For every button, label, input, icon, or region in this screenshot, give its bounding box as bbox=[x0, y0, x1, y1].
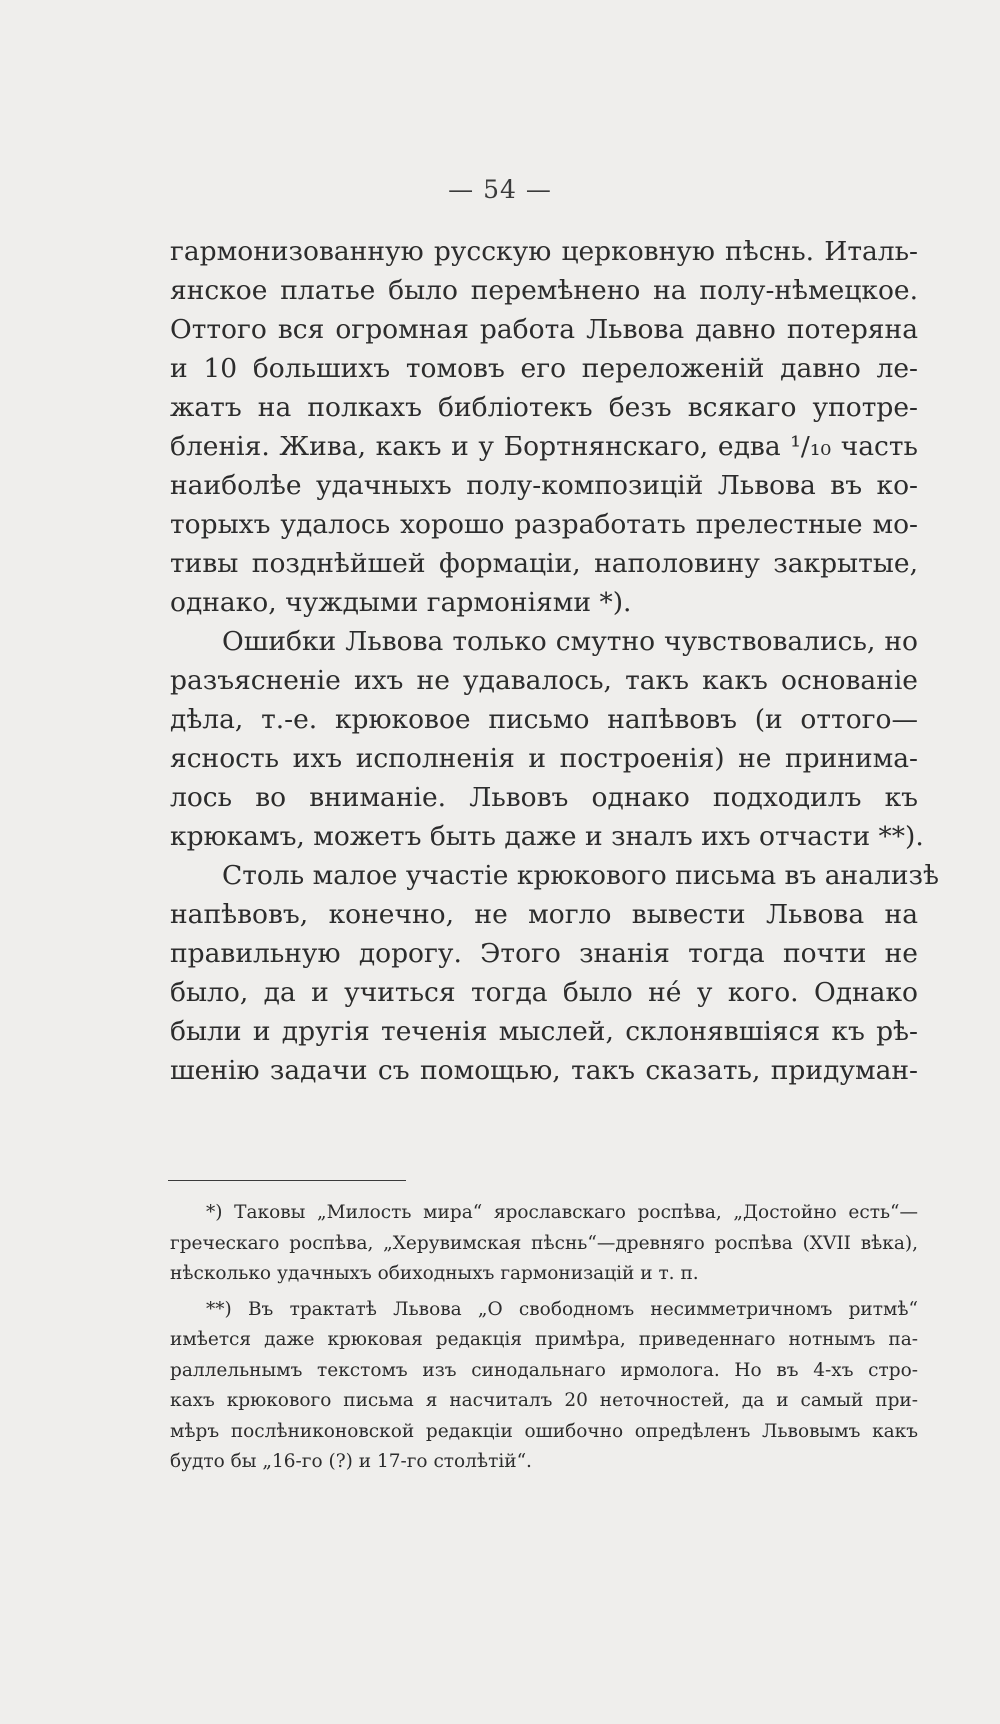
footnote-line: нѣсколько удачныхъ обиходныхъ гармонизацій и т. п. bbox=[170, 1263, 699, 1284]
text-line: ясность ихъ исполненія и построенія) не принима- bbox=[170, 743, 918, 774]
paragraph-3 bbox=[170, 856, 939, 1090]
text-line: крюкамъ, можетъ быть даже и зналъ ихъ отчасти **). bbox=[170, 821, 924, 852]
footnotes bbox=[170, 1198, 918, 1478]
main-text bbox=[170, 232, 939, 1090]
text-line: жатъ на полкахъ библіотекъ безъ всякаго употре- bbox=[170, 392, 918, 423]
text-line: разъясненіе ихъ не удавалось, такъ какъ основаніе bbox=[170, 665, 918, 696]
footnote-line: кахъ крюкового письма я насчиталъ 20 неточностей, да и самый при- bbox=[170, 1390, 918, 1411]
text-line: было, да и учиться тогда было не́ у кого. Однако bbox=[170, 977, 918, 1008]
text-line: бленія. Жива, какъ и у Бортнянскаго, едва ¹/₁₀ часть bbox=[170, 431, 918, 462]
text-line: шенію задачи съ помощью, такъ сказать, придуман- bbox=[170, 1055, 918, 1086]
text-line: лось во вниманіе. Львовъ однако подходилъ къ bbox=[170, 782, 918, 813]
paragraph-2 bbox=[170, 622, 924, 856]
text-line: напѣвовъ, конечно, не могло вывести Львова на bbox=[170, 899, 918, 930]
text-line: были и другія теченія мыслей, склонявшіяся къ рѣ- bbox=[170, 1016, 918, 1047]
footnote-2 bbox=[170, 1295, 918, 1478]
page-number: — 54 — bbox=[448, 175, 552, 204]
text-line: и 10 большихъ томовъ его переложеній давно ле- bbox=[170, 353, 918, 384]
text-line: наиболѣе удачныхъ полу-композицій Львова въ ко- bbox=[170, 470, 918, 501]
footnote-line: греческаго роспѣва, „Херувимская пѣснь“—древняго роспѣва (XVII вѣка), bbox=[170, 1232, 918, 1254]
text-line: гармонизованную русскую церковную пѣснь. Италь- bbox=[170, 236, 918, 267]
footnote-line: *) Таковы „Милость мира“ ярославскаго роспѣва, „Достойно есть“— bbox=[206, 1202, 918, 1223]
text-line: однако, чуждыми гармоніями *). bbox=[170, 587, 632, 618]
text-line: тивы позднѣйшей формаціи, наполовину закрытые, bbox=[170, 548, 918, 579]
footnote-line: будто бы „16-го (?) и 17-го столѣтій“. bbox=[170, 1451, 532, 1472]
text-line: Столь малое участіе крюкового письма въ анализѣ bbox=[222, 860, 939, 891]
text-line: Ошибки Львова только смутно чувствовались, но bbox=[222, 626, 918, 657]
footnote-line: мѣръ послѣниконовской редакціи ошибочно опредѣленъ Львовымъ какъ bbox=[170, 1420, 918, 1442]
footnote-1 bbox=[170, 1198, 918, 1290]
footnote-line: имѣется даже крюковая редакція примѣра, приведеннаго нотнымъ па- bbox=[170, 1329, 918, 1350]
footnote-separator bbox=[168, 1180, 406, 1181]
paragraph-1 bbox=[170, 232, 918, 622]
footnote-line: раллельнымъ текстомъ изъ синодальнаго ирмолога. Но въ 4-хъ стро- bbox=[170, 1359, 918, 1381]
footnote-line: **) Въ трактатѣ Львова „О свободномъ несимметричномъ ритмѣ“ bbox=[206, 1298, 918, 1320]
text-line: дѣла, т.-е. крюковое письмо напѣвовъ (и оттого— bbox=[170, 704, 918, 735]
text-line: янское платье было перемѣнено на полу-нѣмецкое. bbox=[170, 275, 918, 306]
text-line: правильную дорогу. Этого знанія тогда почти не bbox=[170, 938, 918, 969]
text-line: торыхъ удалось хорошо разработать прелестные мо- bbox=[170, 509, 918, 540]
text-line: Оттого вся огромная работа Львова давно потеряна bbox=[170, 314, 918, 345]
